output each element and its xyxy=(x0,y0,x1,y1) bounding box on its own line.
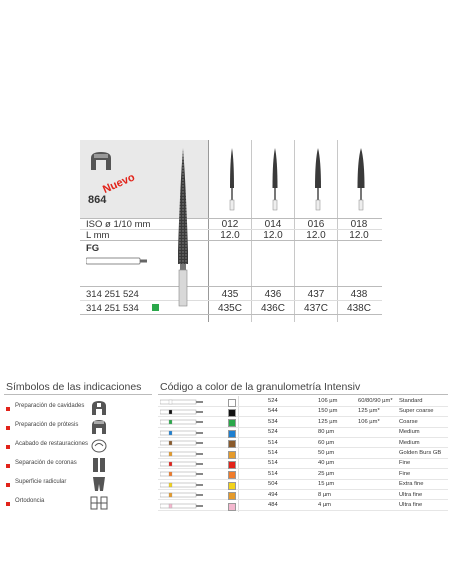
length-value: 12.0 xyxy=(263,230,283,241)
grit-color-swatch xyxy=(152,304,159,311)
order-code: 435 xyxy=(221,289,239,300)
bur-grit-icon xyxy=(160,470,204,478)
order-code: 437C xyxy=(304,303,328,314)
grit-name: Standard xyxy=(399,398,423,404)
tooth-crown-icon xyxy=(88,150,114,172)
grit-row xyxy=(158,491,448,501)
grit-size: 106 µm xyxy=(318,398,338,404)
legend-label: Superficie radicular xyxy=(15,479,67,485)
row-rule xyxy=(80,300,382,301)
legend-label: Preparación de cavidades xyxy=(15,403,85,409)
grit-code: 514 xyxy=(268,450,278,456)
grit-color-swatch xyxy=(228,482,236,490)
grit-code: 514 xyxy=(268,439,278,446)
grit-row xyxy=(158,470,448,480)
order-code: 436C xyxy=(261,303,285,314)
grit-alt-size: 106 µm* xyxy=(358,418,380,425)
grit-color-swatch xyxy=(228,503,236,511)
card-divider xyxy=(208,140,209,322)
bur-size-icon xyxy=(312,146,324,212)
grit-alt-size: 125 µm* xyxy=(358,408,380,415)
grit-size: 150 µm xyxy=(318,408,338,415)
model-number: 864 xyxy=(88,194,107,206)
size-value: 012 xyxy=(221,219,239,230)
order-code: 438 xyxy=(350,289,368,300)
size-value: 016 xyxy=(307,219,325,230)
grit-code: 494 xyxy=(268,491,278,498)
shank-label: FG xyxy=(86,243,100,254)
bur-grit-icon xyxy=(160,491,204,499)
bur-grit-icon xyxy=(160,450,204,458)
grit-row xyxy=(158,449,448,459)
col-divider xyxy=(337,140,338,322)
legend-label: Preparación de prótesis xyxy=(15,422,79,428)
bur-grit-icon xyxy=(160,439,204,447)
product-card xyxy=(80,140,382,322)
grit-color-swatch xyxy=(228,440,236,448)
grit-code: 544 xyxy=(268,408,278,415)
grit-code: 514 xyxy=(268,460,278,467)
size-value: 014 xyxy=(264,219,282,230)
grit-name: Coarse xyxy=(399,418,418,425)
order-code: 437 xyxy=(307,289,325,300)
row-rule xyxy=(80,314,382,315)
length-value: 12.0 xyxy=(306,230,326,241)
legend-label: Ortodoncia xyxy=(15,498,45,504)
grit-title: Código a color de la granulometría Intensiv xyxy=(160,381,361,393)
grit-name: Golden Burs GB xyxy=(399,450,442,456)
grit-name: Extra fine xyxy=(399,481,424,488)
bur-size-icon xyxy=(355,146,367,212)
grit-row xyxy=(158,501,448,511)
col-divider xyxy=(251,140,252,322)
grit-code: 524 xyxy=(268,429,278,436)
grit-color-swatch xyxy=(228,419,236,427)
grit-code: 524 xyxy=(268,398,278,404)
grit-size: 125 µm xyxy=(318,418,338,425)
bur-size-icon xyxy=(269,146,281,212)
grit-name: Medium xyxy=(399,429,420,436)
grit-size: 50 µm xyxy=(318,450,335,456)
grit-size: 4 µm xyxy=(318,502,332,508)
grit-row xyxy=(158,459,448,469)
grit-row xyxy=(158,397,448,407)
grit-name: Fine xyxy=(399,460,411,467)
grit-size: 8 µm xyxy=(318,491,332,498)
bur-grit-icon xyxy=(160,408,204,416)
bur-grit-icon xyxy=(160,502,204,510)
grit-code: 534 xyxy=(268,418,278,425)
grit-code: 514 xyxy=(268,470,278,477)
grit-code: 484 xyxy=(268,502,278,508)
size-value: 018 xyxy=(350,219,368,230)
divider xyxy=(158,394,448,395)
symbols-title: Símbolos de las indicaciones xyxy=(6,381,142,393)
grit-size: 60 µm xyxy=(318,439,335,446)
legend-label: Separación de coronas xyxy=(15,460,77,466)
grit-size: 25 µm xyxy=(318,470,335,477)
bur-image xyxy=(170,146,196,316)
grit-row xyxy=(158,480,448,490)
order-code: 438C xyxy=(347,303,371,314)
grit-row xyxy=(158,407,448,417)
grit-row xyxy=(158,428,448,438)
bur-grit-icon xyxy=(160,460,204,468)
grit-row xyxy=(158,439,448,449)
bur-size-icon xyxy=(226,146,238,212)
grit-color-swatch xyxy=(228,399,236,407)
grit-color-swatch xyxy=(228,461,236,469)
grit-color-swatch xyxy=(228,471,236,479)
reference-number: 314 251 524 xyxy=(86,289,139,300)
grit-color-swatch xyxy=(228,451,236,459)
reference-number: 314 251 534 xyxy=(86,303,139,314)
bur-grit-icon xyxy=(160,481,204,489)
grit-color-swatch xyxy=(228,430,236,438)
length-value: 12.0 xyxy=(349,230,369,241)
shank-icon xyxy=(86,257,148,265)
grit-color-swatch xyxy=(228,409,236,417)
grit-size: 80 µm xyxy=(318,429,335,436)
grit-row xyxy=(158,418,448,428)
grit-name: Super coarse xyxy=(399,408,434,415)
grit-color-swatch xyxy=(228,492,236,500)
grit-name: Ultra fine xyxy=(399,502,423,508)
grit-code: 504 xyxy=(268,481,278,488)
bur-grit-icon xyxy=(160,398,204,406)
order-code: 436 xyxy=(264,289,282,300)
legend-label: Acabado de restauraciones xyxy=(15,441,89,447)
iso-label: ISO ø 1/10 mm xyxy=(86,219,151,230)
grit-size: 40 µm xyxy=(318,460,335,467)
col-divider xyxy=(294,140,295,322)
length-label: L mm xyxy=(86,230,110,241)
grit-alt-size: 60/80/90 µm* xyxy=(358,398,393,404)
row-rule xyxy=(80,286,382,287)
bur-grit-icon xyxy=(160,418,204,426)
bur-grit-icon xyxy=(160,429,204,437)
grit-name: Fine xyxy=(399,470,411,477)
grit-size: 15 µm xyxy=(318,481,335,488)
grit-name: Medium xyxy=(399,439,420,446)
new-badge: Nuevo xyxy=(101,171,137,196)
order-code: 435C xyxy=(218,303,242,314)
length-value: 12.0 xyxy=(220,230,240,241)
grit-name: Ultra fine xyxy=(399,491,423,498)
